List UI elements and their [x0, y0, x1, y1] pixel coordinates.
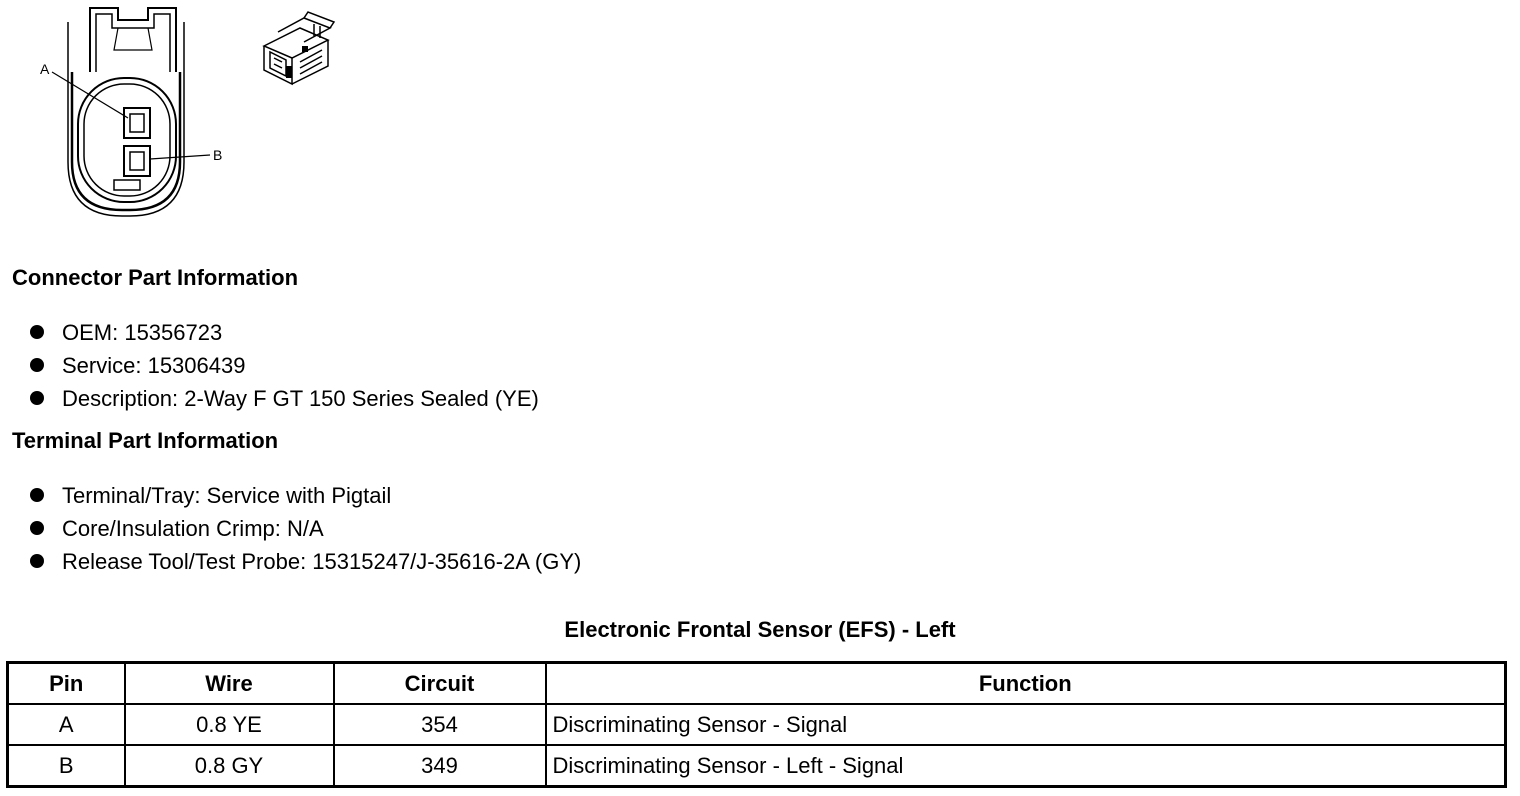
core-insulation-crimp: Core/Insulation Crimp: N/A	[62, 516, 324, 541]
pin-cell: B	[8, 745, 125, 787]
column-header-circuit: Circuit	[334, 663, 546, 705]
bullet-icon	[30, 325, 44, 339]
terminal-cavity-a	[124, 108, 150, 138]
bullet-icon	[30, 521, 44, 535]
function-cell: Discriminating Sensor - Signal	[546, 704, 1506, 745]
list-item	[30, 316, 539, 349]
column-header-function: Function	[546, 663, 1506, 705]
connector-face-diagram	[30, 2, 250, 220]
list-item	[30, 382, 539, 415]
list-item	[30, 545, 581, 578]
wire-cell: 0.8 GY	[125, 745, 334, 787]
pinout-table-title: Electronic Frontal Sensor (EFS) - Left	[564, 617, 956, 642]
list-item	[30, 479, 581, 512]
terminal-tray: Terminal/Tray: Service with Pigtail	[62, 483, 392, 508]
pinout-table	[6, 661, 1507, 788]
function-cell: Discriminating Sensor - Left - Signal	[546, 745, 1506, 787]
bullet-icon	[30, 488, 44, 502]
terminal-part-info-list	[30, 479, 581, 578]
connector-latch	[90, 8, 176, 72]
connector-part-info-list	[30, 316, 539, 415]
list-item	[30, 349, 539, 382]
pin-cell: A	[8, 704, 125, 745]
connector-part-info-heading: Connector Part Information	[12, 265, 299, 290]
bullet-icon	[30, 358, 44, 372]
wire-cell: 0.8 YE	[125, 704, 334, 745]
bullet-icon	[30, 554, 44, 568]
circuit-cell: 354	[334, 704, 546, 745]
bullet-icon	[30, 391, 44, 405]
connector-isometric-image	[256, 6, 342, 92]
callout-a-label: A	[40, 61, 50, 77]
connector-description: Description: 2-Way F GT 150 Series Sealed (YE)	[62, 386, 539, 411]
table-row	[8, 704, 1506, 745]
table-row	[8, 745, 1506, 787]
column-header-wire: Wire	[125, 663, 334, 705]
oem-part-number: OEM: 15356723	[62, 320, 223, 345]
terminal-cavity-b	[124, 146, 150, 176]
callout-b-label: B	[213, 147, 223, 163]
column-header-pin: Pin	[8, 663, 125, 705]
service-part-number: Service: 15306439	[62, 353, 246, 378]
table-header-row	[8, 663, 1506, 705]
list-item	[30, 512, 581, 545]
circuit-cell: 349	[334, 745, 546, 787]
release-tool-test-probe: Release Tool/Test Probe: 15315247/J-35616-2A (GY)	[62, 549, 582, 574]
terminal-part-info-heading: Terminal Part Information	[12, 428, 279, 453]
